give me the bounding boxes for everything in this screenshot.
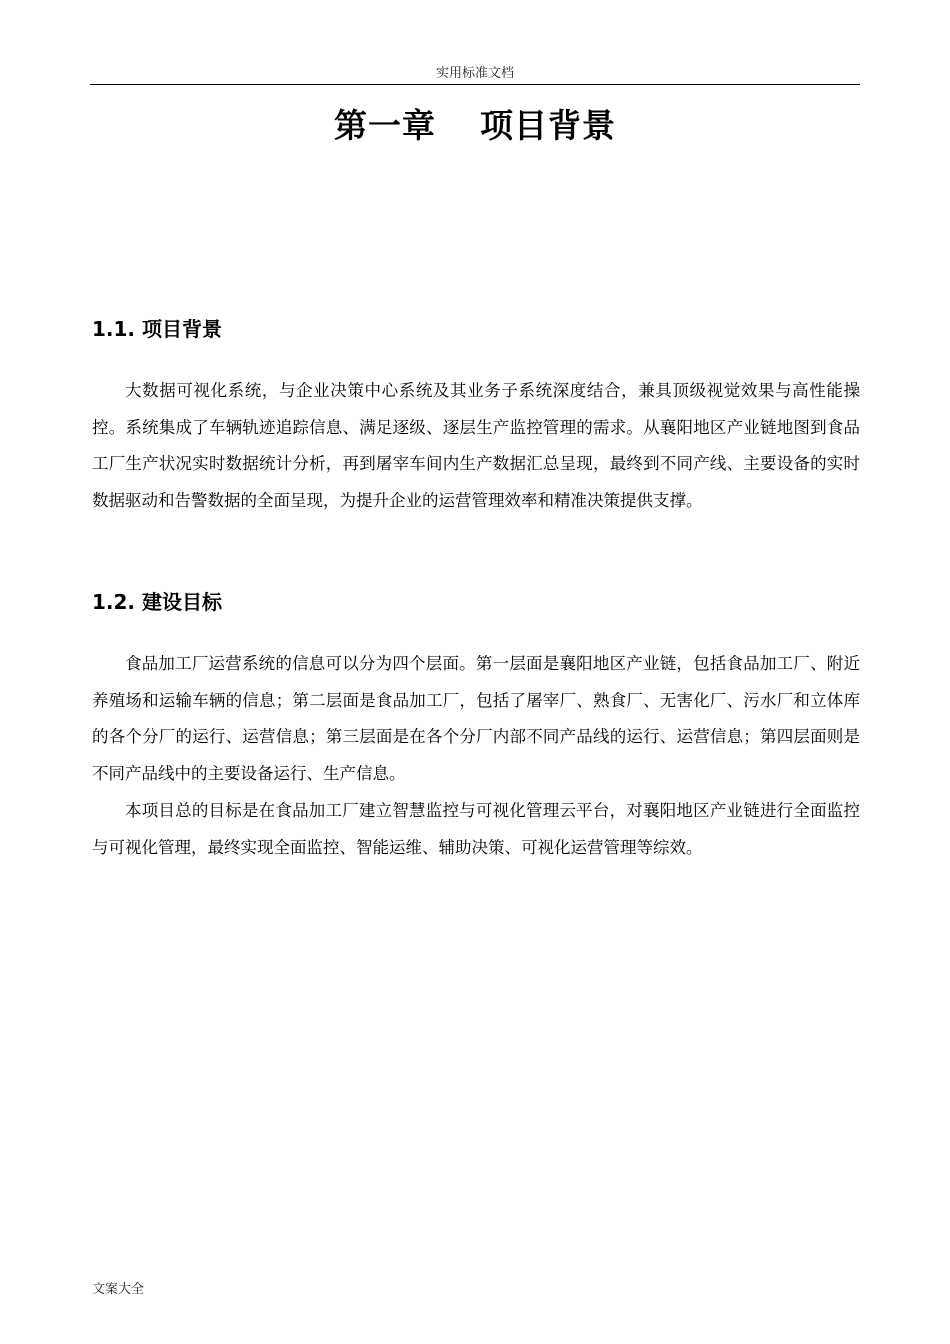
chapter-title-text: 项目背景 xyxy=(480,106,616,145)
page-footer: 文案大全 xyxy=(92,1282,145,1297)
paragraph-overall-goal: 本项目总的目标是在食品加工厂建立智慧监控与可视化管理云平台，对襄阳地区产业链进行全面监控与可视化管理，最终实现全面监控、智能运维、辅助决策、可视化运营管理等综效。 xyxy=(92,801,860,857)
section-heading-1-2: 1.2. 建设目标 xyxy=(92,590,222,614)
section-heading-1-1: 1.1. 项目背景 xyxy=(92,317,222,341)
chapter-title xyxy=(90,100,860,152)
paragraph-project-background: 大数据可视化系统，与企业决策中心系统及其业务子系统深度结合，兼具顶级视觉效果与高性能操控。系统集成了车辆轨迹追踪信息、满足逐级、逐层生产监控管理的需求。从襄阳地区产业链地图到食品工厂生产状况实时数据统计分析，再到屠宰车间内生产数据汇总呈现，最终到不同产线、主要设备的实时数据驱动和告警数据的全面呈现，为提升企业的运营管理效率和精准决策提供支撑。 xyxy=(92,381,860,510)
page-header-text: 实用标准文档 xyxy=(435,66,514,81)
page-header xyxy=(90,64,860,85)
chapter-number: 第一章 xyxy=(334,106,436,145)
paragraph-info-layers: 食品加工厂运营系统的信息可以分为四个层面。第一层面是襄阳地区产业链，包括食品加工厂、附近养殖场和运输车辆的信息；第二层面是食品加工厂，包括了屠宰厂、熟食厂、无害化厂、污水厂和立体库的各个分厂的运行、运营信息；第三层面是在各个分厂内部不同产品线的运行、运营信息；第四层面则是不同产品线中的主要设备运行、生产信息。 xyxy=(92,654,860,783)
